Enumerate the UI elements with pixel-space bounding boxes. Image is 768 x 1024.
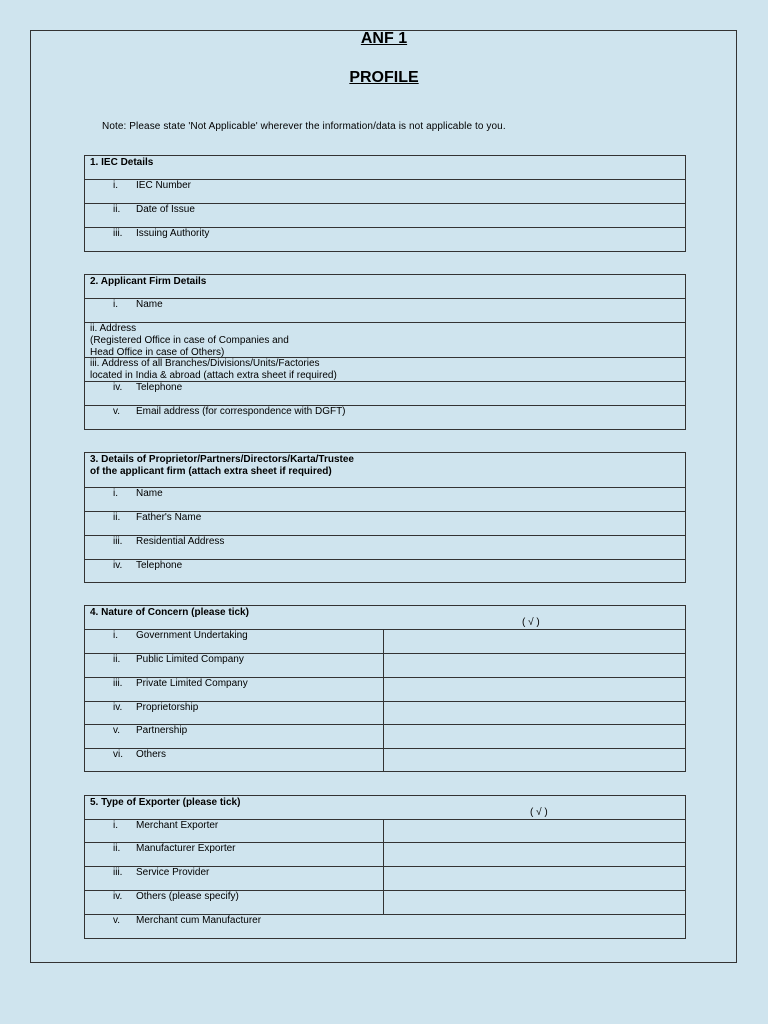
option-row (85, 702, 685, 725)
field-row-name[interactable] (85, 488, 685, 512)
option-label: Partnership (136, 725, 188, 736)
tick-box[interactable] (384, 843, 685, 866)
field-label: Telephone (136, 382, 183, 393)
field-label: (Registered Office in case of Companies and (90, 335, 289, 346)
item-number: i. (113, 630, 118, 641)
option-row (85, 630, 685, 654)
tick-box[interactable] (384, 702, 685, 724)
option-row (85, 843, 685, 867)
field-row-address[interactable] (85, 323, 685, 358)
field-label: Father's Name (136, 512, 202, 523)
section-iec-details (84, 155, 686, 252)
option-row (85, 867, 685, 891)
option-label: Public Limited Company (136, 654, 244, 665)
item-number: iii. (113, 867, 123, 878)
tick-box[interactable] (384, 725, 685, 748)
item-number: i. (113, 488, 118, 499)
option-label: Merchant Exporter (136, 820, 219, 831)
item-number: iv. (113, 560, 123, 571)
field-label: Issuing Authority (136, 228, 210, 239)
item-number: iv. (113, 891, 123, 902)
field-row-fathers-name[interactable] (85, 512, 685, 536)
field-label: IEC Number (136, 180, 192, 191)
item-number: vi. (113, 749, 123, 760)
tick-box[interactable] (384, 891, 685, 914)
option-label: Proprietorship (136, 702, 199, 713)
option-label: Manufacturer Exporter (136, 843, 236, 854)
field-row-residential-address[interactable] (85, 536, 685, 560)
section-proprietor-details (84, 452, 686, 583)
option-label: Government Undertaking (136, 630, 248, 641)
tick-box[interactable] (384, 749, 685, 771)
item-number: ii. (113, 654, 121, 665)
form-title: PROFILE (349, 69, 419, 86)
field-label: Head Office in case of Others) (90, 347, 225, 358)
form-id: ANF 1 (360, 30, 408, 47)
tick-column-header: ( √ ) (530, 807, 548, 818)
tick-box[interactable] (384, 678, 685, 701)
field-row-branches[interactable] (85, 358, 685, 382)
item-number: iii. (113, 536, 123, 547)
item-number: i. (113, 180, 118, 191)
field-row-telephone[interactable] (85, 382, 685, 406)
field-row-iec-number[interactable] (85, 180, 685, 204)
option-row (85, 725, 685, 749)
item-number: ii. (113, 843, 121, 854)
field-label: Name (136, 299, 163, 310)
option-row-merchant-cum-manufacturer[interactable] (85, 915, 685, 938)
tick-box[interactable] (384, 654, 685, 677)
item-number: iv. (113, 382, 123, 393)
field-label: Residential Address (136, 536, 225, 547)
section-applicant-firm (84, 274, 686, 430)
item-number: v. (113, 406, 121, 417)
field-label: Date of Issue (136, 204, 195, 215)
field-label: Telephone (136, 560, 183, 571)
item-number: iii. (113, 678, 123, 689)
field-row-date-of-issue[interactable] (85, 204, 685, 228)
field-row-email[interactable] (85, 406, 685, 429)
item-number: v. (113, 915, 121, 926)
option-label: Private Limited Company (136, 678, 248, 689)
field-row-name[interactable] (85, 299, 685, 323)
option-row (85, 654, 685, 678)
item-number: iii. (113, 228, 123, 239)
item-number: ii. (113, 512, 121, 523)
section-header: 4. Nature of Concern (please tick) ( √ ) (85, 606, 685, 630)
tick-box[interactable] (384, 867, 685, 890)
field-row-issuing-authority[interactable] (85, 228, 685, 251)
option-row (85, 820, 685, 843)
option-label: Service Provider (136, 867, 210, 878)
option-label: Others (please specify) (136, 891, 239, 902)
item-number: ii. (113, 204, 121, 215)
item-number: v. (113, 725, 121, 736)
option-label: Others (136, 749, 167, 760)
field-label: Name (136, 488, 163, 499)
instruction-note: Note: Please state 'Not Applicable' wherever the information/data is not applicable to you. (102, 121, 506, 132)
section-header: 3. Details of Proprietor/Partners/Directors/Karta/Trustee of the applicant firm (attach extra sheet if required) (85, 453, 685, 488)
section-header: 2. Applicant Firm Details (85, 275, 685, 299)
option-row (85, 749, 685, 771)
section-header: 5. Type of Exporter (please tick) ( √ ) (85, 796, 685, 820)
field-row-telephone[interactable] (85, 560, 685, 582)
field-label: iii. Address of all Branches/Divisions/Units/Factories (90, 358, 320, 369)
tick-box[interactable] (384, 820, 685, 842)
item-number: i. (113, 299, 118, 310)
section-header: 1. IEC Details (85, 156, 685, 180)
option-row (85, 891, 685, 915)
option-row (85, 678, 685, 702)
option-label: Merchant cum Manufacturer (136, 915, 262, 926)
field-label: Email address (for correspondence with DGFT) (136, 406, 346, 417)
item-number: i. (113, 820, 118, 831)
field-label: located in India & abroad (attach extra sheet if required) (90, 370, 337, 381)
tick-box[interactable] (384, 630, 685, 653)
section-type-of-exporter (84, 795, 686, 939)
item-number: iv. (113, 702, 123, 713)
field-label: ii. Address (90, 323, 137, 334)
tick-column-header: ( √ ) (522, 617, 540, 628)
section-nature-of-concern (84, 605, 686, 772)
